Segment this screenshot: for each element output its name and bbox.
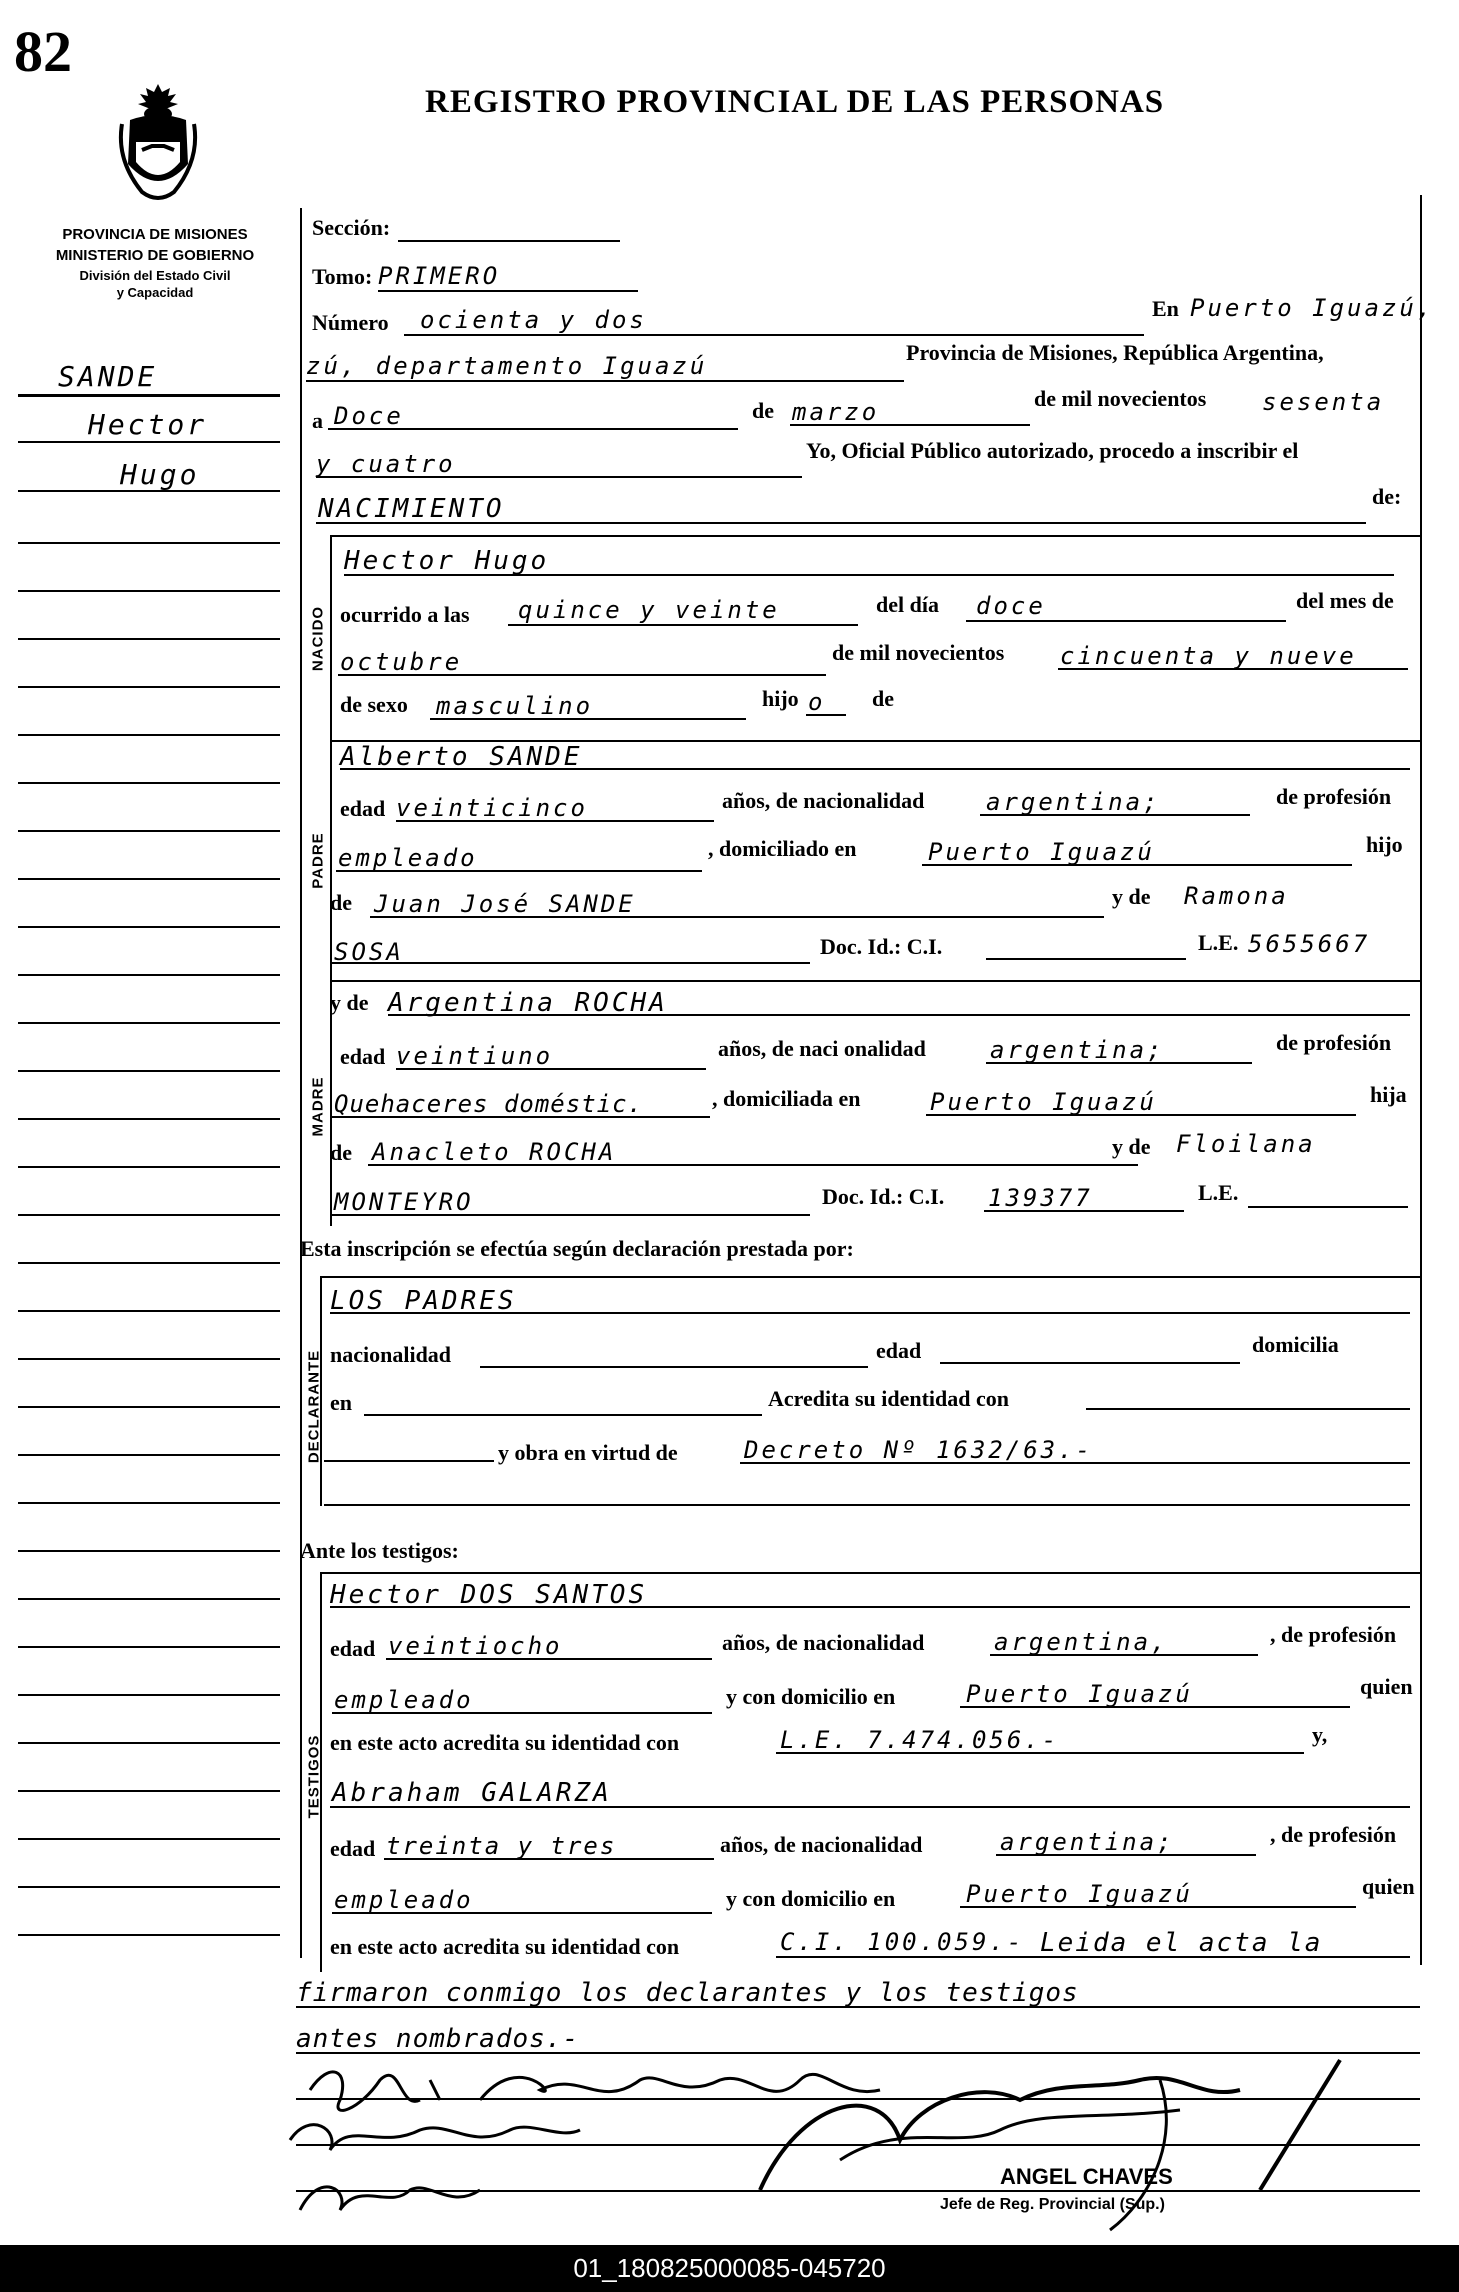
left-header bbox=[20, 226, 290, 300]
closing-line1: Leida el acta la bbox=[1040, 1928, 1323, 1958]
ocurrido-label: ocurrido a las bbox=[340, 602, 470, 627]
madre-domicilio-value: Puerto Iguazú bbox=[930, 1088, 1157, 1116]
padre-side-label: PADRE bbox=[309, 832, 327, 889]
declarante-obra-label: y obra en virtud de bbox=[498, 1440, 678, 1465]
madre-side-label: MADRE bbox=[309, 1076, 327, 1137]
numero-value: ocienta y dos bbox=[420, 306, 647, 334]
a-label: a bbox=[312, 408, 323, 433]
t2-profesion-value: empleado bbox=[334, 1886, 474, 1914]
nacido-dia-value: doce bbox=[976, 592, 1046, 620]
madre-y-de2-label: y de bbox=[1112, 1134, 1151, 1159]
mes-value: marzo bbox=[792, 398, 880, 426]
t2-edad-label: edad bbox=[330, 1836, 376, 1861]
padre-doc-label: Doc. Id.: C.I. bbox=[820, 934, 943, 959]
nacido-anio-value: cincuenta y nueve bbox=[1060, 642, 1357, 670]
main-frame-right bbox=[1420, 195, 1422, 1965]
margin-name2: Hugo bbox=[120, 458, 200, 491]
madre-anios-label: años, de naci onalidad bbox=[718, 1036, 926, 1061]
nacido-nombre: Hector Hugo bbox=[344, 546, 550, 576]
nacido-de-label: de bbox=[872, 686, 894, 711]
padre-domiciliado-label: , domiciliado en bbox=[708, 836, 857, 861]
document-title: REGISTRO PROVINCIAL DE LAS PERSONAS bbox=[425, 84, 1165, 120]
seccion-label: Sección: bbox=[312, 215, 391, 240]
padre-madre-de-padre: Ramona bbox=[1184, 882, 1289, 910]
t1-y: y, bbox=[1312, 1722, 1328, 1747]
mil-text: de mil novecientos bbox=[1034, 386, 1207, 411]
coat-of-arms-icon bbox=[112, 80, 204, 210]
t1-nombre: Hector DOS SANTOS bbox=[330, 1580, 648, 1610]
t1-profesion-label: , de profesión bbox=[1270, 1622, 1397, 1647]
margin-name1: Hector bbox=[88, 408, 208, 441]
closing-line3: antes nombrados.- bbox=[296, 2024, 580, 2054]
tomo-value: PRIMERO bbox=[378, 262, 501, 290]
padre-profesion-label: de profesión bbox=[1276, 784, 1392, 809]
padre-nombre: Alberto SANDE bbox=[340, 742, 583, 772]
t2-edad-value: treinta y tres bbox=[386, 1832, 617, 1860]
declarante-domicilia-label: domicilia bbox=[1252, 1332, 1339, 1357]
t2-doc-value: C.I. 100.059.- bbox=[780, 1928, 1025, 1956]
hora-value: quince y veinte bbox=[518, 596, 780, 624]
padre-nacionalidad-value: argentina; bbox=[986, 788, 1161, 816]
t1-anios-label: años, de nacionalidad bbox=[722, 1630, 925, 1655]
left-header-line3: División del Estado Civil bbox=[79, 268, 231, 283]
t2-quien: quien bbox=[1362, 1874, 1415, 1899]
padre-edad-label: edad bbox=[340, 796, 386, 821]
t2-profesion-label: , de profesión bbox=[1270, 1822, 1397, 1847]
padre-profesion-value: empleado bbox=[338, 844, 478, 872]
t2-anios-label: años, de nacionalidad bbox=[720, 1832, 923, 1857]
t1-edad-value: veintiocho bbox=[388, 1632, 563, 1660]
declarante-edad-label: edad bbox=[876, 1338, 922, 1363]
t2-acredita-label: en este acto acredita su identidad con bbox=[330, 1934, 680, 1959]
dia-value: Doce bbox=[334, 402, 404, 430]
provincia-text: Provincia de Misiones, República Argentina, bbox=[906, 340, 1324, 365]
declarante-nombre: LOS PADRES bbox=[330, 1286, 517, 1316]
declarante-side-label: DECLARANTE bbox=[305, 1349, 323, 1464]
t2-nombre: Abraham GALARZA bbox=[332, 1778, 612, 1808]
madre-profesion-value: Quehaceres doméstic. bbox=[334, 1090, 643, 1118]
stamp-line1: ANGEL CHAVES bbox=[1000, 2164, 1173, 2189]
sexo-label: de sexo bbox=[340, 692, 408, 717]
padre-hijo-label: hijo bbox=[1366, 832, 1403, 857]
madre-edad-value: veintiuno bbox=[396, 1042, 554, 1070]
testigos-text: Ante los testigos: bbox=[300, 1538, 459, 1563]
padre-de-padre: Juan José SANDE bbox=[374, 890, 636, 918]
left-header-line2: MINISTERIO DE GOBIERNO bbox=[55, 247, 255, 264]
madre-doc-label: Doc. Id.: C.I. bbox=[822, 1184, 945, 1209]
madre-y-de-label: y de bbox=[330, 990, 369, 1015]
padre-anios-label: años, de nacionalidad bbox=[722, 788, 925, 813]
padre-madre-de-padre2: SOSA bbox=[334, 938, 404, 966]
declarante-acredita-label: Acredita su identidad con bbox=[768, 1386, 1010, 1411]
numero-label: Número bbox=[312, 310, 389, 335]
t2-domicilio-label: y con domicilio en bbox=[726, 1886, 896, 1911]
footer-id-bar: 01_180825000085-045720 bbox=[0, 2245, 1459, 2292]
t2-domicilio-value: Puerto Iguazú bbox=[966, 1880, 1193, 1908]
padre-de-label: de bbox=[330, 890, 352, 915]
yo-text: Yo, Oficial Público autorizado, procedo a inscribir el bbox=[806, 438, 1299, 463]
padre-le-label: L.E. bbox=[1198, 930, 1239, 955]
t1-edad-label: edad bbox=[330, 1636, 376, 1661]
t1-quien: quien bbox=[1360, 1674, 1413, 1699]
madre-padre-de-madre: Anacleto ROCHA bbox=[372, 1138, 617, 1166]
left-header-line1: PROVINCIA DE MISIONES bbox=[62, 226, 248, 243]
de-label-1: de bbox=[752, 398, 774, 423]
padre-edad-value: veinticinco bbox=[396, 794, 588, 822]
madre-de-label: de bbox=[330, 1140, 352, 1165]
t1-acredita-label: en este acto acredita su identidad con bbox=[330, 1730, 680, 1755]
madre-domiciliada-label: , domiciliada en bbox=[712, 1086, 861, 1111]
t1-domicilio-value: Puerto Iguazú bbox=[966, 1680, 1193, 1708]
del-dia-label: del día bbox=[876, 592, 939, 617]
page-number: 82 bbox=[14, 19, 72, 84]
declarante-en-label: en bbox=[330, 1390, 352, 1415]
declarante-nacionalidad-label: nacionalidad bbox=[330, 1342, 452, 1367]
left-header-line4: y Capacidad bbox=[116, 285, 194, 300]
hijo-label: hijo bbox=[762, 686, 799, 711]
dept-value: zú, departamento Iguazú bbox=[306, 352, 708, 380]
stamp-line2: Jefe de Reg. Provincial (Sup.) bbox=[940, 2196, 1165, 2213]
de-colon: de: bbox=[1372, 484, 1402, 509]
main-frame-left bbox=[300, 208, 302, 1958]
sexo-value: masculino bbox=[436, 692, 594, 720]
padre-domicilio-value: Puerto Iguazú bbox=[928, 838, 1155, 866]
declarante-obra-value: Decreto Nº 1632/63.- bbox=[744, 1436, 1093, 1464]
madre-edad-label: edad bbox=[340, 1044, 386, 1069]
t1-profesion-value: empleado bbox=[334, 1686, 474, 1714]
t1-doc-value: L.E. 7.474.056.- bbox=[780, 1726, 1060, 1754]
nacido-mil-label: de mil novecientos bbox=[832, 640, 1005, 665]
closing-line2: firmaron conmigo los declarantes y los testigos bbox=[296, 1978, 1079, 2008]
madre-hija-label: hija bbox=[1370, 1082, 1407, 1107]
testigos-side-label: TESTIGOS bbox=[305, 1734, 323, 1819]
margin-surname: SANDE bbox=[58, 360, 158, 393]
t1-domicilio-label: y con domicilio en bbox=[726, 1684, 896, 1709]
en-label: En bbox=[1152, 296, 1179, 321]
signatures bbox=[280, 2040, 1420, 2240]
padre-le-value: 5655667 bbox=[1248, 930, 1371, 958]
t1-nacionalidad-value: argentina, bbox=[994, 1628, 1169, 1656]
t2-nacionalidad-value: argentina; bbox=[1000, 1828, 1175, 1856]
padre-y-de-label: y de bbox=[1112, 884, 1151, 909]
nacido-side-label: NACIDO bbox=[309, 605, 327, 672]
nacido-mes-value: octubre bbox=[340, 648, 463, 676]
tomo-label: Tomo: bbox=[312, 264, 373, 289]
madre-ci-value: 139377 bbox=[988, 1184, 1093, 1212]
anio-value2: y cuatro bbox=[316, 450, 456, 478]
madre-le-label: L.E. bbox=[1198, 1180, 1239, 1205]
hijo-value: o bbox=[808, 688, 826, 716]
madre-madre-de-madre: Floilana bbox=[1176, 1130, 1316, 1158]
en-value: Puerto Iguazú, bbox=[1190, 294, 1435, 322]
madre-profesion-label: de profesión bbox=[1276, 1030, 1392, 1055]
madre-nombre: Argentina ROCHA bbox=[388, 988, 668, 1018]
madre-madre-de-madre2: MONTEYRO bbox=[334, 1188, 474, 1216]
madre-nacionalidad-value: argentina; bbox=[990, 1036, 1165, 1064]
acto-value: NACIMIENTO bbox=[318, 494, 505, 524]
anio-value: sesenta bbox=[1262, 388, 1385, 416]
del-mes-label: del mes de bbox=[1296, 588, 1394, 613]
declaracion-text: Esta inscripción se efectúa según declaración prestada por: bbox=[300, 1236, 854, 1261]
